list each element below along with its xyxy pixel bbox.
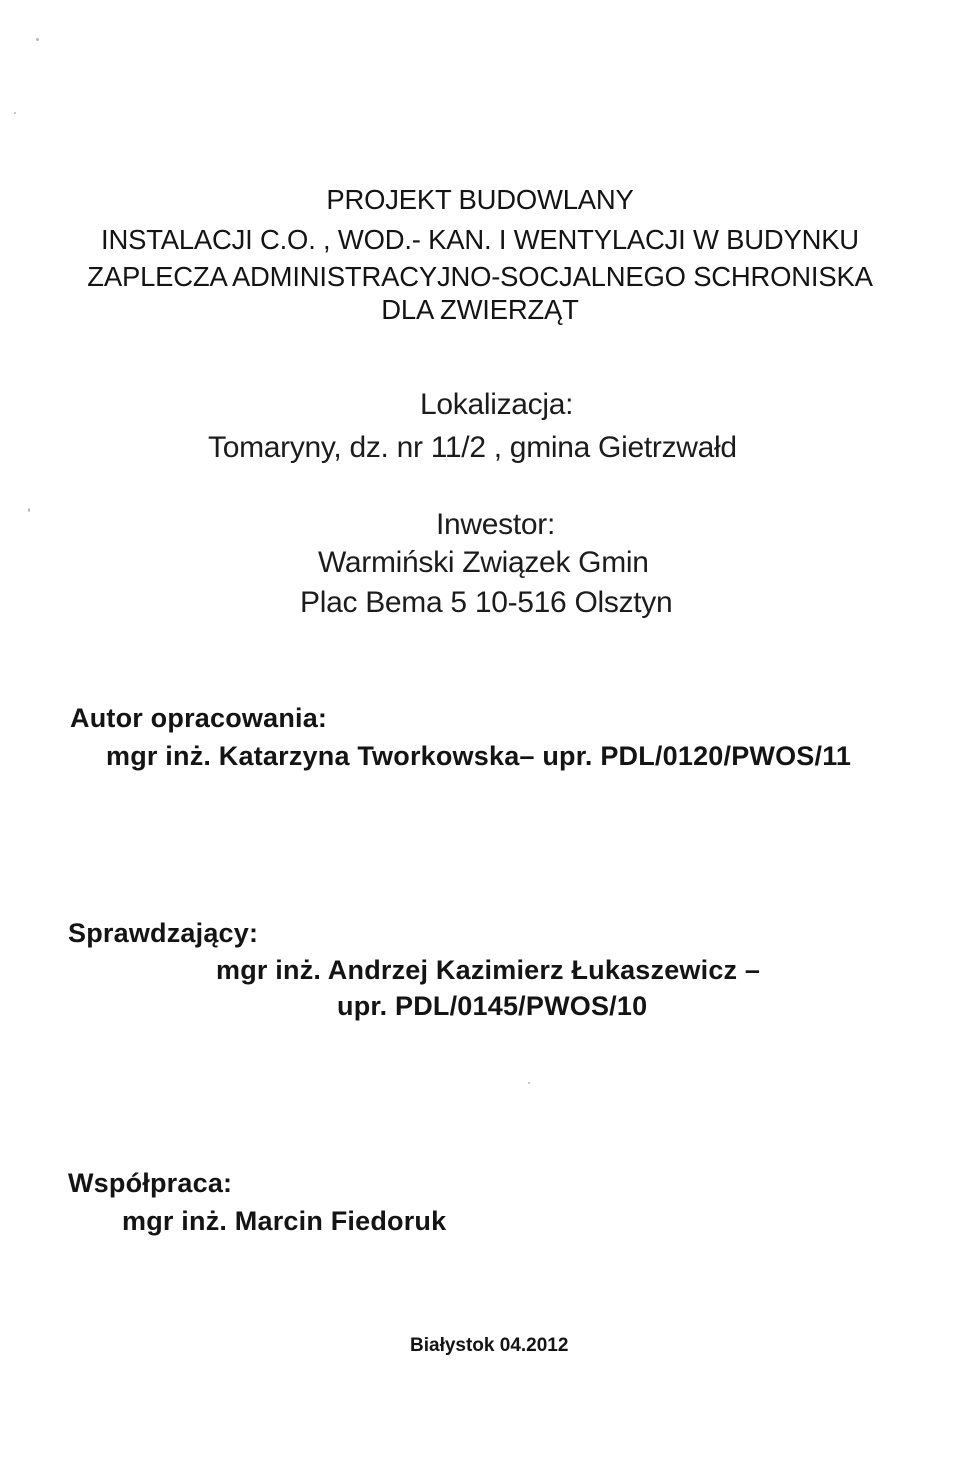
scan-speck bbox=[36, 38, 39, 41]
cooperation-name: mgr inż. Marcin Fiedoruk bbox=[122, 1206, 447, 1236]
place-date: Białystok 04.2012 bbox=[410, 1335, 569, 1356]
investor-label: Inwestor: bbox=[436, 508, 556, 541]
title-line-4: DLA ZWIERZĄT bbox=[381, 294, 579, 325]
scan-speck bbox=[14, 112, 16, 114]
scan-speck bbox=[528, 1082, 530, 1084]
author-label: Autor opracowania: bbox=[70, 703, 328, 733]
cooperation-label: Współpraca: bbox=[68, 1168, 233, 1198]
reviewer-label: Sprawdzający: bbox=[68, 918, 259, 948]
location-label: Lokalizacja: bbox=[420, 388, 574, 421]
title-line-1: PROJEKT BUDOWLANY bbox=[326, 184, 634, 215]
author-value: mgr inż. Katarzyna Tworkowska– upr. PDL/0120/PWOS/11 bbox=[106, 741, 852, 771]
title-line-3: ZAPLECZA ADMINISTRACYJNO-SOCJALNEGO SCHRONISKA bbox=[87, 261, 873, 292]
location-value: Tomaryny, dz. nr 11/2 , gmina Gietrzwałd bbox=[208, 431, 737, 464]
scan-speck bbox=[28, 508, 30, 512]
reviewer-name: mgr inż. Andrzej Kazimierz Łukaszewicz – bbox=[216, 955, 761, 985]
title-line-2: INSTALACJI C.O. , WOD.- KAN. I WENTYLACJI W BUDYNKU bbox=[101, 224, 859, 255]
investor-address: Plac Bema 5 10-516 Olsztyn bbox=[300, 586, 673, 619]
investor-name: Warmiński Związek Gmin bbox=[318, 546, 649, 579]
reviewer-license: upr. PDL/0145/PWOS/10 bbox=[337, 991, 648, 1021]
